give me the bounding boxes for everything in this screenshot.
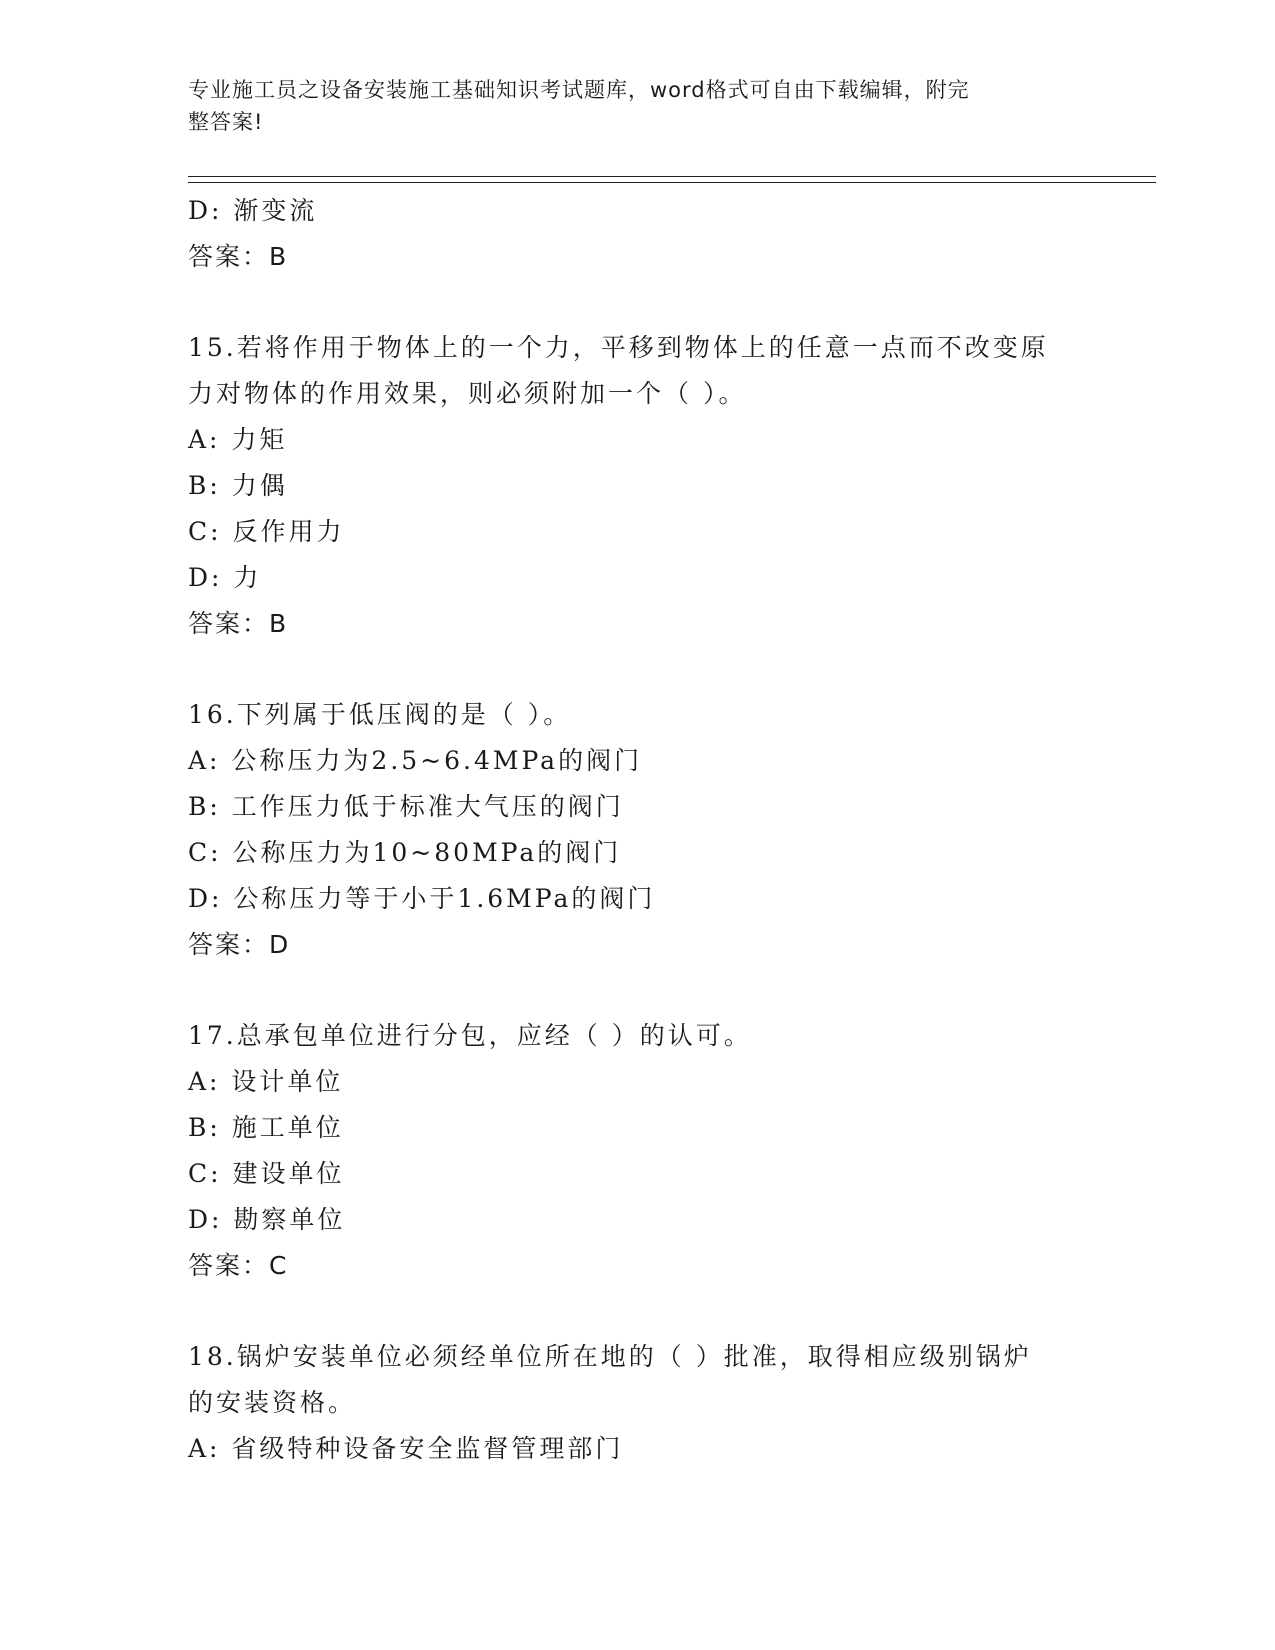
document-header — [188, 74, 1088, 138]
header-divider-top — [188, 176, 1156, 177]
text-line: C: 建设单位 — [188, 1159, 345, 1188]
text-line: C: 公称压力为10~80MPa的阀门 — [188, 838, 622, 867]
header-divider-bottom — [188, 182, 1156, 183]
text-line: D: 力 — [188, 563, 262, 592]
text-line: 18.锅炉安装单位必须经单位所在地的（ ）批准，取得相应级别锅炉 — [188, 1342, 1032, 1371]
question-spacer — [188, 647, 1068, 692]
text-line: 17.总承包单位进行分包，应经（ ）的认可。 — [188, 1021, 752, 1050]
text-line: A: 设计单位 — [188, 1067, 344, 1096]
text-line: B: 力偶 — [188, 471, 288, 500]
text-line: A: 力矩 — [188, 425, 288, 454]
text-line: D: 渐变流 — [188, 196, 318, 225]
header-line-1: 专业施工员之设备安装施工基础知识考试题库，word格式可自由下载编辑，附完 — [188, 78, 970, 102]
answer-line: 答案：B — [188, 242, 289, 271]
text-line: C: 反作用力 — [188, 517, 345, 546]
text-line: 16.下列属于低压阀的是（ ）。 — [188, 700, 572, 729]
text-line: 力对物体的作用效果，则必须附加一个（ ）。 — [188, 379, 747, 408]
question-spacer — [188, 280, 1068, 325]
text-line: 15.若将作用于物体上的一个力，平移到物体上的任意一点而不改变原 — [188, 333, 1049, 362]
header-line-2: 整答案! — [188, 110, 264, 134]
text-line: 的安装资格。 — [188, 1388, 357, 1417]
answer-line: 答案：D — [188, 930, 291, 959]
question-spacer — [188, 1289, 1068, 1334]
text-line: B: 施工单位 — [188, 1113, 344, 1142]
text-line: D: 公称压力等于小于1.6MPa的阀门 — [188, 884, 656, 913]
answer-line: 答案：C — [188, 1251, 289, 1280]
question-spacer — [188, 968, 1068, 1013]
question-list — [188, 188, 1068, 1472]
text-line: B: 工作压力低于标准大气压的阀门 — [188, 792, 624, 821]
text-line: A: 公称压力为2.5~6.4MPa的阀门 — [188, 746, 643, 775]
answer-line: 答案：B — [188, 609, 289, 638]
text-line: A: 省级特种设备安全监督管理部门 — [188, 1434, 624, 1463]
text-line: D: 勘察单位 — [188, 1205, 346, 1234]
